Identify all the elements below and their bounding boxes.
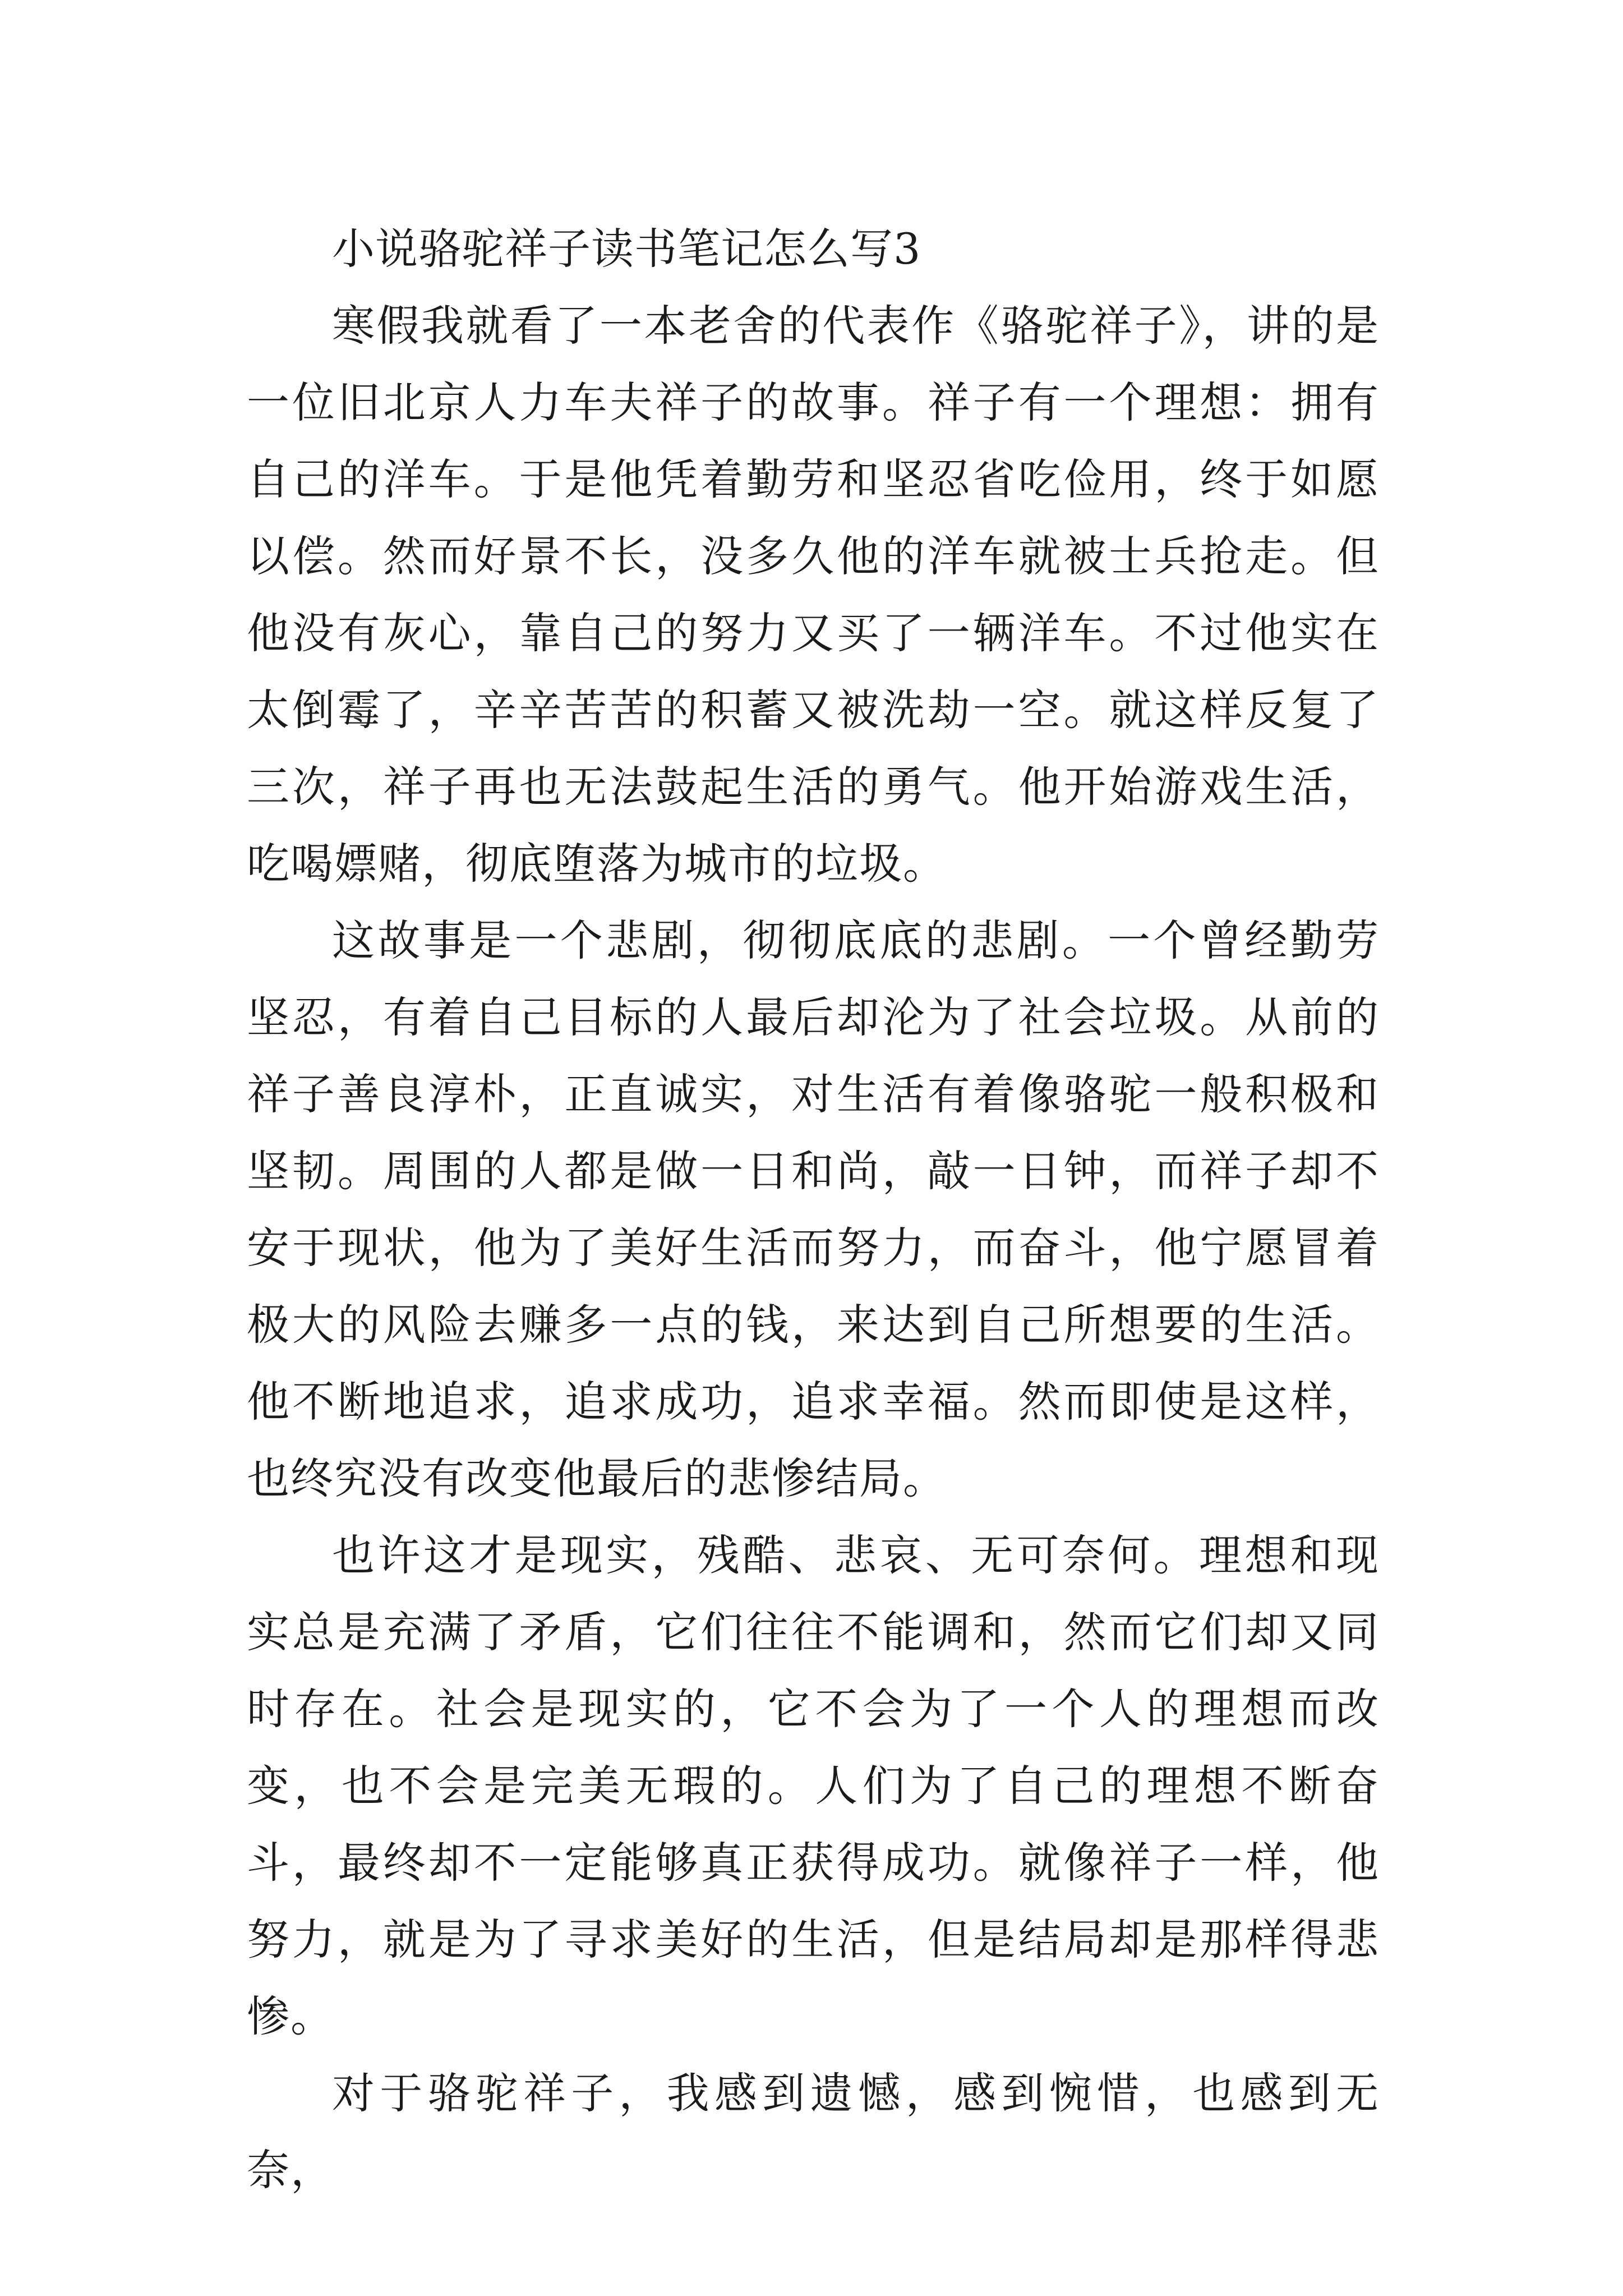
- document-title: 小说骆驼祥子读书笔记怎么写3: [332, 224, 921, 274]
- paragraph-1: 寒假我就看了一本老舍的代表作《骆驼祥子》，讲的是一位旧北京人力车夫祥子的故事。祥子有一个理想：拥有自己的洋车。于是他凭着勤劳和坚忍省吃俭用，终于如愿以偿。然而好景不长，没多久他的洋车就被士兵抢走。但他没有灰心，靠自己的努力又买了一辆洋车。不过他实在太倒霉了，辛辛苦苦的积蓄又被洗劫一空。就这样反复了三次，祥子再也无法鼓起生活的勇气。他开始游戏生活，吃喝嫖赌，彻底堕落为城市的垃圾。: [247, 301, 1380, 889]
- document-body: [247, 210, 1380, 2208]
- paragraph-3: 也许这才是现实，残酷、悲哀、无可奈何。理想和现实总是充满了矛盾，它们往往不能调和，然而它们却又同时存在。社会是现实的，它不会为了一个人的理想而改变，也不会是完美无瑕的。人们为了自己的理想不断奋斗，最终却不一定能够真正获得成功。就像祥子一样，他努力，就是为了寻求美好的生活，但是结局却是那样得悲惨。: [247, 1530, 1380, 2041]
- paragraph-2: 这故事是一个悲剧，彻彻底底的悲剧。一个曾经勤劳坚忍，有着自己目标的人最后却沦为了社会垃圾。从前的祥子善良淳朴，正直诚实，对生活有着像骆驼一般积极和坚韧。周围的人都是做一日和尚，敲一日钟，而祥子却不安于现状，他为了美好生活而努力，而奋斗，他宁愿冒着极大的风险去赚多一点的钱，来达到自己所想要的生活。他不断地追求，追求成功，追求幸福。然而即使是这样，也终究没有改变他最后的悲惨结局。: [247, 915, 1380, 1503]
- paragraph-4: 对于骆驼祥子，我感到遗憾，感到惋惜，也感到无奈，: [247, 2068, 1380, 2195]
